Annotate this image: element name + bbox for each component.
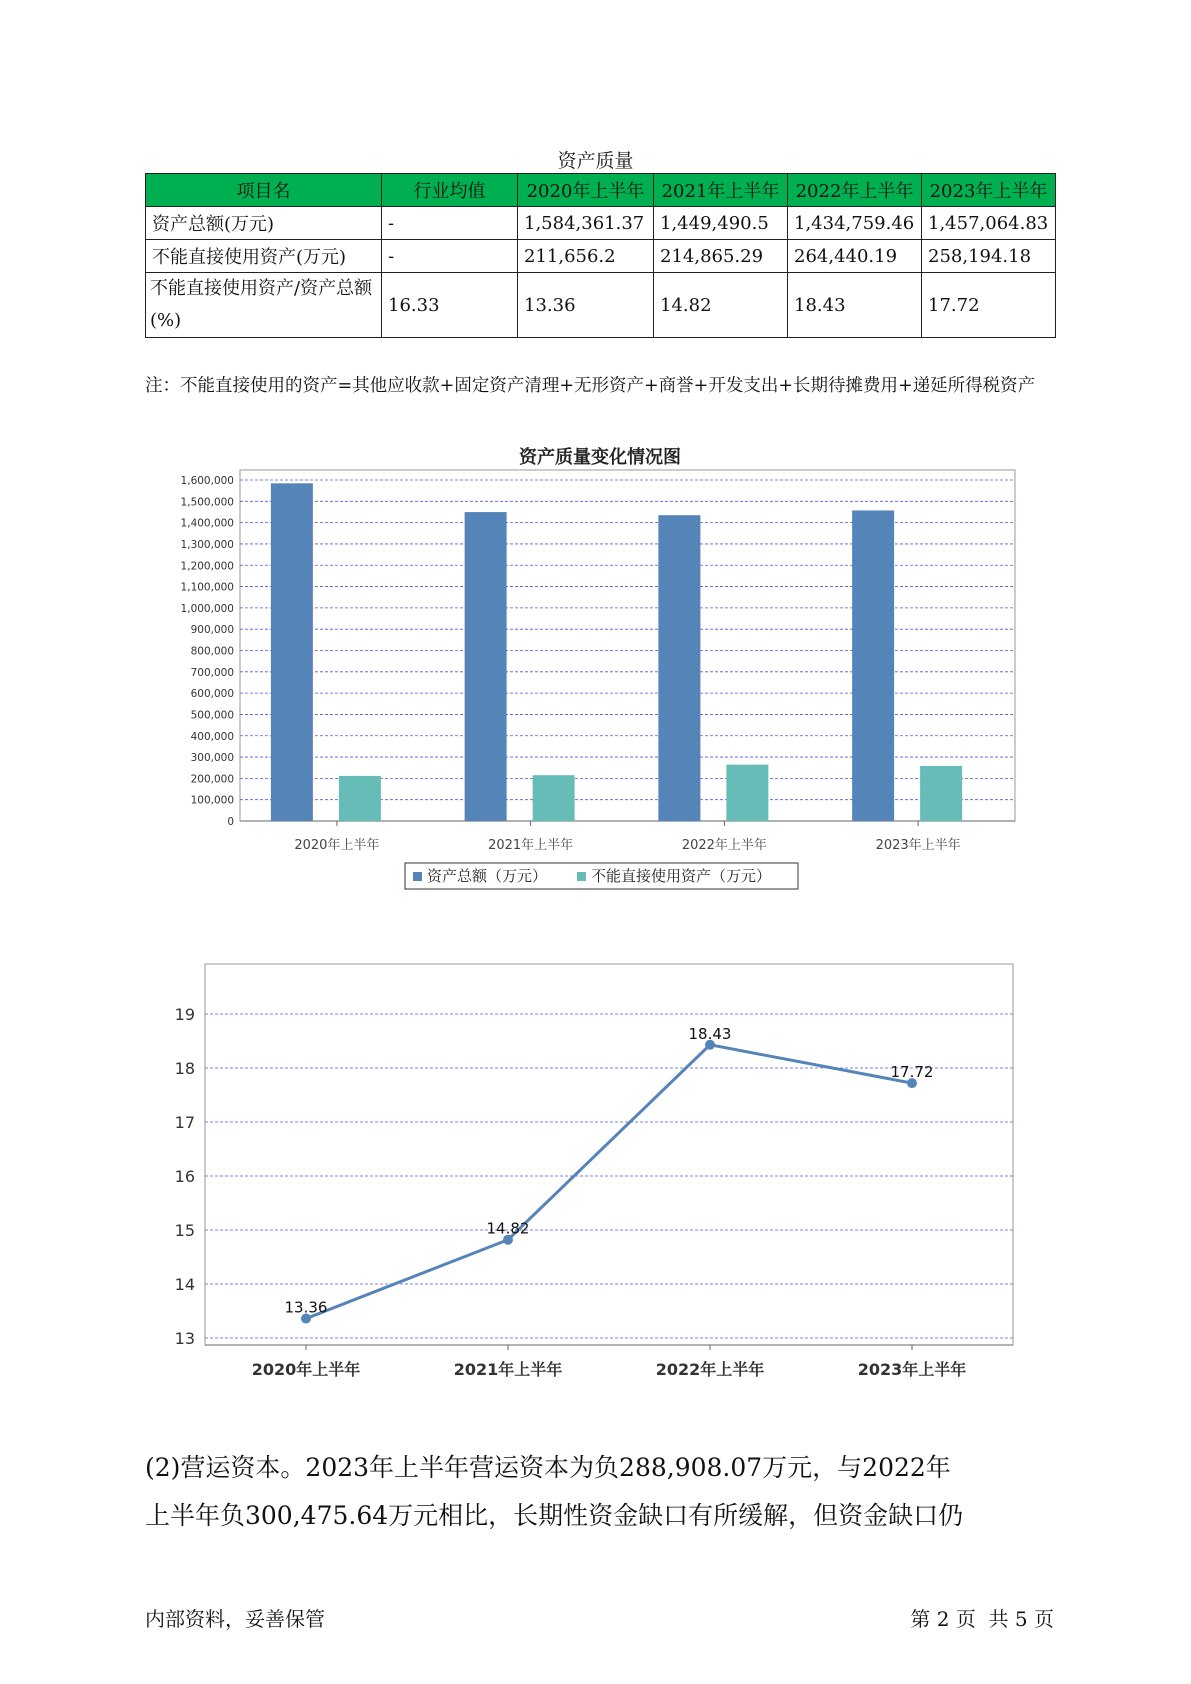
x-tick-label: 2021年上半年 <box>488 838 574 853</box>
legend-swatch <box>577 872 586 881</box>
y-tick-label: 17 <box>174 1113 195 1132</box>
table-cell: 1,457,064.83 <box>922 207 1056 240</box>
bar-unusable-assets <box>920 766 962 821</box>
table-cell: 资产总额(万元) <box>146 207 382 240</box>
asset-quality-bar-chart <box>0 430 1191 900</box>
header-cell: 2021年上半年 <box>654 174 788 207</box>
table-cell: 1,449,490.5 <box>654 207 788 240</box>
y-tick-label: 15 <box>174 1221 195 1240</box>
table-cell: 264,440.19 <box>788 240 922 273</box>
asset-quality-table <box>145 173 1056 338</box>
bar-total-assets <box>658 515 700 821</box>
table-cell: 17.72 <box>922 273 1056 338</box>
bar-unusable-assets <box>726 765 768 821</box>
y-tick-label: 800,000 <box>190 645 234 658</box>
table-cell: 不能直接使用资产(万元) <box>146 240 382 273</box>
table-cell: 1,434,759.46 <box>788 207 922 240</box>
table-cell: 16.33 <box>382 273 518 338</box>
y-tick-label: 200,000 <box>190 773 234 786</box>
table-cell: 不能直接使用资产/资产总额(%) <box>146 273 382 338</box>
header-cell: 2020年上半年 <box>518 174 654 207</box>
table-cell: 13.36 <box>518 273 654 338</box>
footer-page-number: 第 2 页 共 5 页 <box>910 1607 1054 1631</box>
table-caption: 资产质量 <box>557 150 634 172</box>
paragraph-line: (2)营运资本。2023年上半年营运资本为负288,908.07万元，与2022年 <box>145 1453 951 1482</box>
y-tick-label: 700,000 <box>190 666 234 679</box>
y-tick-label: 300,000 <box>190 752 234 765</box>
header-cell: 项目名 <box>146 174 382 207</box>
y-tick-label: 18 <box>174 1059 195 1078</box>
bar-unusable-assets <box>533 775 575 821</box>
table-cell: 1,584,361.37 <box>518 207 654 240</box>
y-tick-label: 13 <box>174 1329 195 1348</box>
chart-title: 资产质量变化情况图 <box>519 447 681 468</box>
bar-total-assets <box>465 512 507 821</box>
paragraph-line: 上半年负300,475.64万元相比，长期性资金缺口有所缓解，但资金缺口仍 <box>145 1501 964 1530</box>
series-line <box>306 1045 912 1319</box>
table-cell: - <box>382 207 518 240</box>
x-tick-label: 2021年上半年 <box>453 1360 563 1379</box>
footer-left: 内部资料，妥善保管 <box>145 1607 325 1631</box>
table-header-row <box>146 174 1056 207</box>
x-tick-label: 2022年上半年 <box>655 1360 765 1379</box>
table-note: 注：不能直接使用的资产=其他应收款+固定资产清理+无形资产+商誉+开发支出+长期待摊费用+递延所得税资产 <box>145 376 1036 396</box>
y-tick-label: 400,000 <box>190 730 234 743</box>
data-label: 13.36 <box>284 1298 328 1317</box>
y-tick-label: 1,100,000 <box>180 581 234 594</box>
legend-swatch <box>413 872 422 881</box>
table-cell: 14.82 <box>654 273 788 338</box>
x-tick-label: 2022年上半年 <box>681 838 767 853</box>
data-label: 18.43 <box>688 1024 732 1043</box>
y-tick-label: 1,000,000 <box>180 602 234 615</box>
x-tick-label: 2020年上半年 <box>294 838 380 853</box>
header-cell: 2022年上半年 <box>788 174 922 207</box>
bar-unusable-assets <box>339 776 381 821</box>
y-tick-label: 600,000 <box>190 688 234 701</box>
x-tick-label: 2020年上半年 <box>251 1360 361 1379</box>
table-row <box>146 207 1056 240</box>
data-label: 17.72 <box>890 1063 934 1082</box>
data-label: 14.82 <box>486 1219 530 1238</box>
table-row <box>146 273 1056 338</box>
table-cell: 214,865.29 <box>654 240 788 273</box>
x-tick-label: 2023年上半年 <box>857 1360 967 1379</box>
y-tick-label: 1,300,000 <box>180 538 234 551</box>
table-cell: 18.43 <box>788 273 922 338</box>
table-row <box>146 240 1056 273</box>
table-cell: 211,656.2 <box>518 240 654 273</box>
y-tick-label: 19 <box>174 1005 195 1024</box>
y-tick-label: 1,600,000 <box>180 475 234 487</box>
table-cell: 258,194.18 <box>922 240 1056 273</box>
y-tick-label: 1,400,000 <box>180 517 234 530</box>
x-tick-label: 2023年上半年 <box>875 838 961 853</box>
table-cell: - <box>382 240 518 273</box>
bar-total-assets <box>271 483 313 821</box>
ratio-line-chart <box>0 960 1191 1400</box>
y-tick-label: 100,000 <box>190 794 234 807</box>
legend-label: 不能直接使用资产（万元） <box>591 867 772 885</box>
y-tick-label: 500,000 <box>190 709 234 722</box>
y-tick-label: 14 <box>174 1275 195 1294</box>
header-cell: 行业均值 <box>382 174 518 207</box>
y-tick-label: 16 <box>174 1167 195 1186</box>
y-tick-label: 1,200,000 <box>180 560 234 573</box>
header-cell: 2023年上半年 <box>922 174 1056 207</box>
y-tick-label: 1,500,000 <box>180 496 234 509</box>
bar-total-assets <box>852 510 894 821</box>
legend-label: 资产总额（万元） <box>427 867 548 885</box>
y-tick-label: 900,000 <box>190 624 234 637</box>
y-tick-label: 0 <box>227 816 234 828</box>
plot-frame <box>205 964 1013 1345</box>
chart-legend <box>405 863 798 889</box>
